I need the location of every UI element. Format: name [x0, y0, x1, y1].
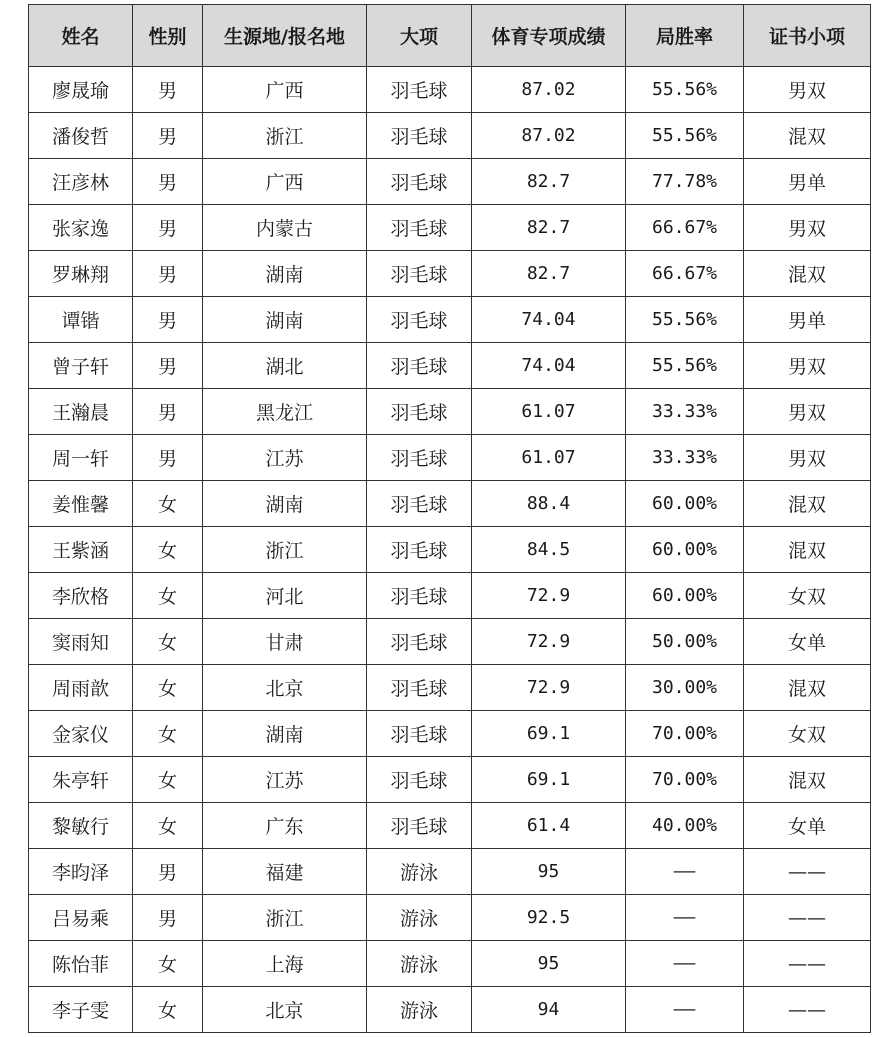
cell-sport: 羽毛球	[367, 757, 472, 803]
cell-certificate-event: 男双	[744, 343, 871, 389]
cell-origin: 北京	[203, 665, 367, 711]
cell-sport: 羽毛球	[367, 159, 472, 205]
cell-origin: 浙江	[203, 895, 367, 941]
cell-score: 87.02	[472, 113, 626, 159]
cell-gender: 男	[133, 435, 203, 481]
table-row	[29, 757, 871, 803]
table-row	[29, 895, 871, 941]
cell-sport: 游泳	[367, 941, 472, 987]
cell-sport: 游泳	[367, 895, 472, 941]
cell-gender: 女	[133, 757, 203, 803]
cell-certificate-event: 混双	[744, 113, 871, 159]
cell-name: 金家仪	[29, 711, 133, 757]
cell-win-rate: 60.00%	[626, 527, 744, 573]
table-row	[29, 849, 871, 895]
results-table	[28, 4, 871, 1033]
table-row	[29, 711, 871, 757]
cell-score: 82.7	[472, 159, 626, 205]
cell-name: 汪彦林	[29, 159, 133, 205]
cell-score: 84.5	[472, 527, 626, 573]
cell-gender: 男	[133, 849, 203, 895]
header-win-rate: 局胜率	[626, 5, 744, 67]
cell-score: 61.07	[472, 435, 626, 481]
cell-score: 95	[472, 941, 626, 987]
cell-certificate-event: 女双	[744, 711, 871, 757]
cell-win-rate: 55.56%	[626, 297, 744, 343]
cell-sport: 羽毛球	[367, 711, 472, 757]
table-body	[29, 67, 871, 1033]
cell-score: 61.07	[472, 389, 626, 435]
cell-win-rate: 33.33%	[626, 435, 744, 481]
cell-certificate-event: 男单	[744, 159, 871, 205]
cell-certificate-event: 男单	[744, 297, 871, 343]
cell-sport: 羽毛球	[367, 251, 472, 297]
cell-gender: 男	[133, 159, 203, 205]
cell-name: 陈怡菲	[29, 941, 133, 987]
cell-sport: 羽毛球	[367, 665, 472, 711]
cell-sport: 羽毛球	[367, 343, 472, 389]
cell-score: 82.7	[472, 205, 626, 251]
cell-gender: 女	[133, 481, 203, 527]
cell-sport: 羽毛球	[367, 297, 472, 343]
cell-gender: 男	[133, 67, 203, 113]
table-row	[29, 159, 871, 205]
header-name: 姓名	[29, 5, 133, 67]
cell-name: 李昀泽	[29, 849, 133, 895]
cell-certificate-event: 混双	[744, 757, 871, 803]
cell-name: 朱亭轩	[29, 757, 133, 803]
cell-gender: 女	[133, 619, 203, 665]
cell-score: 74.04	[472, 343, 626, 389]
cell-name: 周一轩	[29, 435, 133, 481]
cell-name: 窦雨知	[29, 619, 133, 665]
cell-certificate-event: 混双	[744, 665, 871, 711]
cell-score: 72.9	[472, 665, 626, 711]
cell-gender: 男	[133, 895, 203, 941]
cell-win-rate: 55.56%	[626, 67, 744, 113]
header-score: 体育专项成绩	[472, 5, 626, 67]
table-row	[29, 343, 871, 389]
cell-origin: 福建	[203, 849, 367, 895]
cell-sport: 游泳	[367, 849, 472, 895]
cell-name: 姜惟馨	[29, 481, 133, 527]
cell-certificate-event: ——	[744, 895, 871, 941]
cell-origin: 湖南	[203, 251, 367, 297]
cell-win-rate: 66.67%	[626, 205, 744, 251]
cell-score: 61.4	[472, 803, 626, 849]
cell-certificate-event: 混双	[744, 527, 871, 573]
cell-origin: 浙江	[203, 527, 367, 573]
cell-origin: 广西	[203, 159, 367, 205]
header-origin: 生源地/报名地	[203, 5, 367, 67]
table-row	[29, 803, 871, 849]
cell-gender: 女	[133, 527, 203, 573]
cell-score: 72.9	[472, 573, 626, 619]
cell-certificate-event: 女单	[744, 619, 871, 665]
cell-gender: 男	[133, 389, 203, 435]
cell-score: 72.9	[472, 619, 626, 665]
cell-origin: 广东	[203, 803, 367, 849]
cell-win-rate: 70.00%	[626, 711, 744, 757]
cell-name: 王紫涵	[29, 527, 133, 573]
cell-score: 87.02	[472, 67, 626, 113]
cell-origin: 广西	[203, 67, 367, 113]
cell-origin: 黑龙江	[203, 389, 367, 435]
cell-name: 李欣格	[29, 573, 133, 619]
table-row	[29, 573, 871, 619]
cell-win-rate: 70.00%	[626, 757, 744, 803]
cell-gender: 女	[133, 941, 203, 987]
cell-win-rate: ——	[626, 895, 744, 941]
cell-name: 周雨歆	[29, 665, 133, 711]
cell-origin: 湖南	[203, 481, 367, 527]
cell-win-rate: 60.00%	[626, 481, 744, 527]
cell-score: 88.4	[472, 481, 626, 527]
cell-origin: 浙江	[203, 113, 367, 159]
cell-win-rate: 60.00%	[626, 573, 744, 619]
cell-sport: 羽毛球	[367, 205, 472, 251]
cell-win-rate: ——	[626, 941, 744, 987]
table-row	[29, 527, 871, 573]
cell-name: 潘俊哲	[29, 113, 133, 159]
table-row	[29, 665, 871, 711]
cell-sport: 羽毛球	[367, 527, 472, 573]
cell-origin: 湖北	[203, 343, 367, 389]
cell-score: 69.1	[472, 757, 626, 803]
table-row	[29, 297, 871, 343]
cell-certificate-event: ——	[744, 987, 871, 1033]
cell-gender: 男	[133, 251, 203, 297]
cell-win-rate: 50.00%	[626, 619, 744, 665]
cell-certificate-event: 混双	[744, 481, 871, 527]
cell-gender: 男	[133, 205, 203, 251]
cell-origin: 甘肃	[203, 619, 367, 665]
cell-origin: 湖南	[203, 297, 367, 343]
cell-score: 69.1	[472, 711, 626, 757]
header-row	[29, 5, 871, 67]
table-row	[29, 435, 871, 481]
table-row	[29, 941, 871, 987]
cell-sport: 羽毛球	[367, 67, 472, 113]
cell-name: 谭锴	[29, 297, 133, 343]
cell-gender: 男	[133, 343, 203, 389]
cell-name: 李子雯	[29, 987, 133, 1033]
cell-gender: 男	[133, 297, 203, 343]
cell-gender: 女	[133, 665, 203, 711]
cell-win-rate: ——	[626, 849, 744, 895]
cell-certificate-event: 男双	[744, 435, 871, 481]
cell-name: 王瀚晨	[29, 389, 133, 435]
cell-origin: 上海	[203, 941, 367, 987]
cell-name: 吕易乘	[29, 895, 133, 941]
cell-origin: 内蒙古	[203, 205, 367, 251]
cell-win-rate: 66.67%	[626, 251, 744, 297]
table-row	[29, 251, 871, 297]
cell-certificate-event: 混双	[744, 251, 871, 297]
table-row	[29, 67, 871, 113]
cell-name: 罗琳翔	[29, 251, 133, 297]
cell-origin: 北京	[203, 987, 367, 1033]
cell-name: 曾子轩	[29, 343, 133, 389]
cell-sport: 羽毛球	[367, 389, 472, 435]
cell-sport: 羽毛球	[367, 435, 472, 481]
cell-sport: 羽毛球	[367, 573, 472, 619]
cell-score: 92.5	[472, 895, 626, 941]
cell-win-rate: 33.33%	[626, 389, 744, 435]
cell-score: 94	[472, 987, 626, 1033]
cell-win-rate: ——	[626, 987, 744, 1033]
cell-name: 黎敏行	[29, 803, 133, 849]
cell-certificate-event: 男双	[744, 205, 871, 251]
header-certificate-event: 证书小项	[744, 5, 871, 67]
table-row	[29, 205, 871, 251]
cell-certificate-event: 女单	[744, 803, 871, 849]
header-gender: 性别	[133, 5, 203, 67]
table-row	[29, 481, 871, 527]
cell-certificate-event: ——	[744, 849, 871, 895]
cell-certificate-event: 男双	[744, 67, 871, 113]
cell-certificate-event: 女双	[744, 573, 871, 619]
cell-origin: 江苏	[203, 757, 367, 803]
cell-name: 张家逸	[29, 205, 133, 251]
cell-gender: 女	[133, 803, 203, 849]
cell-certificate-event: ——	[744, 941, 871, 987]
cell-gender: 女	[133, 987, 203, 1033]
cell-sport: 羽毛球	[367, 619, 472, 665]
cell-origin: 江苏	[203, 435, 367, 481]
cell-gender: 男	[133, 113, 203, 159]
cell-sport: 羽毛球	[367, 803, 472, 849]
cell-win-rate: 40.00%	[626, 803, 744, 849]
cell-gender: 女	[133, 573, 203, 619]
header-sport: 大项	[367, 5, 472, 67]
cell-sport: 羽毛球	[367, 481, 472, 527]
cell-sport: 羽毛球	[367, 113, 472, 159]
cell-name: 廖晟瑜	[29, 67, 133, 113]
cell-sport: 游泳	[367, 987, 472, 1033]
table-row	[29, 987, 871, 1033]
cell-win-rate: 77.78%	[626, 159, 744, 205]
table-row	[29, 619, 871, 665]
cell-win-rate: 55.56%	[626, 343, 744, 389]
table-row	[29, 113, 871, 159]
cell-score: 95	[472, 849, 626, 895]
cell-gender: 女	[133, 711, 203, 757]
cell-certificate-event: 男双	[744, 389, 871, 435]
cell-origin: 河北	[203, 573, 367, 619]
cell-origin: 湖南	[203, 711, 367, 757]
cell-win-rate: 55.56%	[626, 113, 744, 159]
cell-score: 74.04	[472, 297, 626, 343]
cell-score: 82.7	[472, 251, 626, 297]
cell-win-rate: 30.00%	[626, 665, 744, 711]
table-row	[29, 389, 871, 435]
